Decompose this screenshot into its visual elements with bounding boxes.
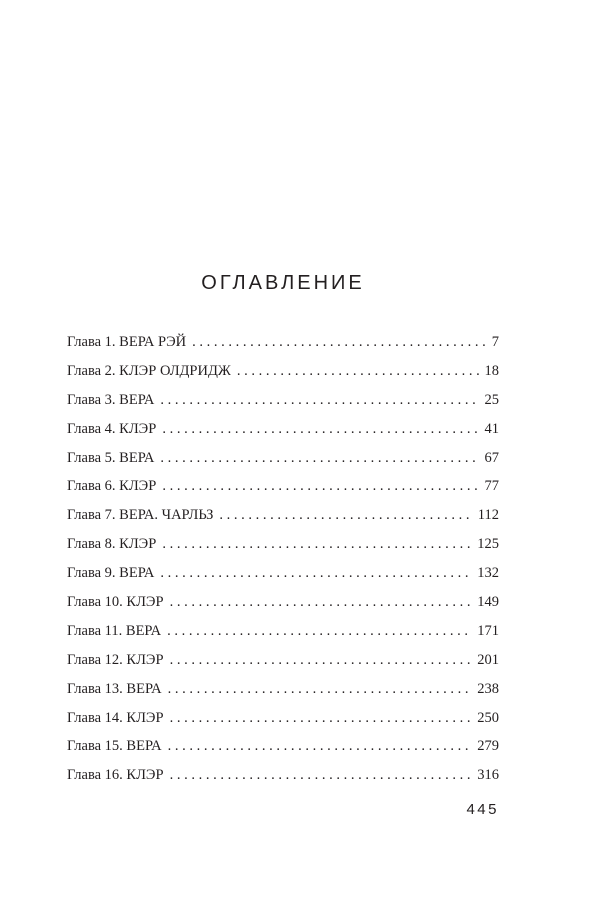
toc-entry-page: 41: [484, 420, 499, 437]
toc-entry-label: Глава 7. ВЕРА. ЧАРЛЬЗ: [67, 507, 214, 524]
toc-entry[interactable]: [67, 675, 499, 704]
toc-entry-page: 125: [477, 536, 499, 553]
toc-entry-label: Глава 15. ВЕРА: [67, 738, 162, 755]
toc-leader-dots: [160, 559, 471, 588]
toc-entry[interactable]: [67, 472, 499, 501]
toc-leader-dots: [160, 444, 478, 473]
toc-entry-label: Глава 6. КЛЭР: [67, 478, 157, 495]
toc-entry[interactable]: [67, 588, 499, 617]
toc-entry[interactable]: [67, 444, 499, 473]
toc-leader-dots: [160, 386, 478, 415]
toc-entry-label: Глава 4. КЛЭР: [67, 420, 157, 437]
toc-leader-dots: [170, 761, 472, 790]
toc-leader-dots: [162, 530, 471, 559]
toc-entry[interactable]: [67, 559, 499, 588]
toc-entry-label: Глава 9. ВЕРА: [67, 565, 155, 582]
toc-entry-label: Глава 5. ВЕРА: [67, 449, 155, 466]
toc-entry-label: Глава 11. ВЕРА: [67, 622, 162, 639]
toc-entry-page: 112: [477, 507, 499, 524]
toc-entry[interactable]: [67, 732, 499, 761]
toc-leader-dots: [170, 588, 472, 617]
toc-entry-page: 25: [484, 391, 499, 408]
toc-entry[interactable]: [67, 530, 499, 559]
toc-entry-page: 316: [477, 767, 499, 784]
toc-leader-dots: [168, 675, 472, 704]
toc-leader-dots: [237, 357, 479, 386]
toc-entry-page: 132: [477, 565, 499, 582]
toc-entry[interactable]: [67, 386, 499, 415]
toc-entry-page: 67: [484, 449, 499, 466]
toc-leader-dots: [170, 646, 472, 675]
toc-entry-page: 18: [484, 362, 499, 379]
toc-entry-page: 7: [491, 334, 499, 350]
toc-entry-page: 149: [477, 594, 499, 611]
toc-entry-label: Глава 13. ВЕРА: [67, 680, 162, 697]
toc-entry[interactable]: [67, 357, 499, 386]
toc-entry-label: Глава 2. КЛЭР ОЛДРИДЖ: [67, 362, 231, 379]
toc-entry[interactable]: [67, 501, 499, 530]
toc-leader-dots: [168, 732, 472, 761]
toc-leader-dots: [167, 617, 471, 646]
toc-entry[interactable]: [67, 617, 499, 646]
toc-entry-page: 201: [477, 651, 499, 668]
toc-entry-page: 279: [477, 738, 499, 755]
toc-entry-page: 171: [477, 622, 499, 639]
toc-entry-label: Глава 14. КЛЭР: [67, 709, 164, 726]
toc-entry[interactable]: [67, 704, 499, 733]
toc-entry[interactable]: [67, 761, 499, 790]
toc-entry[interactable]: [67, 415, 499, 444]
toc-entry-label: Глава 3. ВЕРА: [67, 391, 155, 408]
toc-leader-dots: [162, 472, 478, 501]
toc-entry-label: Глава 12. КЛЭР: [67, 651, 164, 668]
toc-entry-label: Глава 1. ВЕРА РЭЙ: [67, 334, 187, 350]
toc-entry-label: Глава 8. КЛЭР: [67, 536, 157, 553]
toc-leader-dots: [192, 328, 486, 357]
toc-leader-dots: [219, 501, 471, 530]
page-title: ОГЛАВЛЕНИЕ: [201, 272, 365, 294]
toc-entry-label: Глава 10. КЛЭР: [67, 594, 164, 611]
toc-entry[interactable]: [67, 646, 499, 675]
toc-entry[interactable]: [67, 328, 499, 357]
toc-leader-dots: [170, 704, 472, 733]
toc-entry-page: 77: [484, 478, 499, 495]
toc-entry-page: 238: [477, 680, 499, 697]
toc-entry-label: Глава 16. КЛЭР: [67, 767, 164, 784]
toc-leader-dots: [162, 415, 478, 444]
page-number: 445: [466, 801, 499, 818]
table-of-contents: [67, 328, 499, 790]
toc-entry-page: 250: [477, 709, 499, 726]
